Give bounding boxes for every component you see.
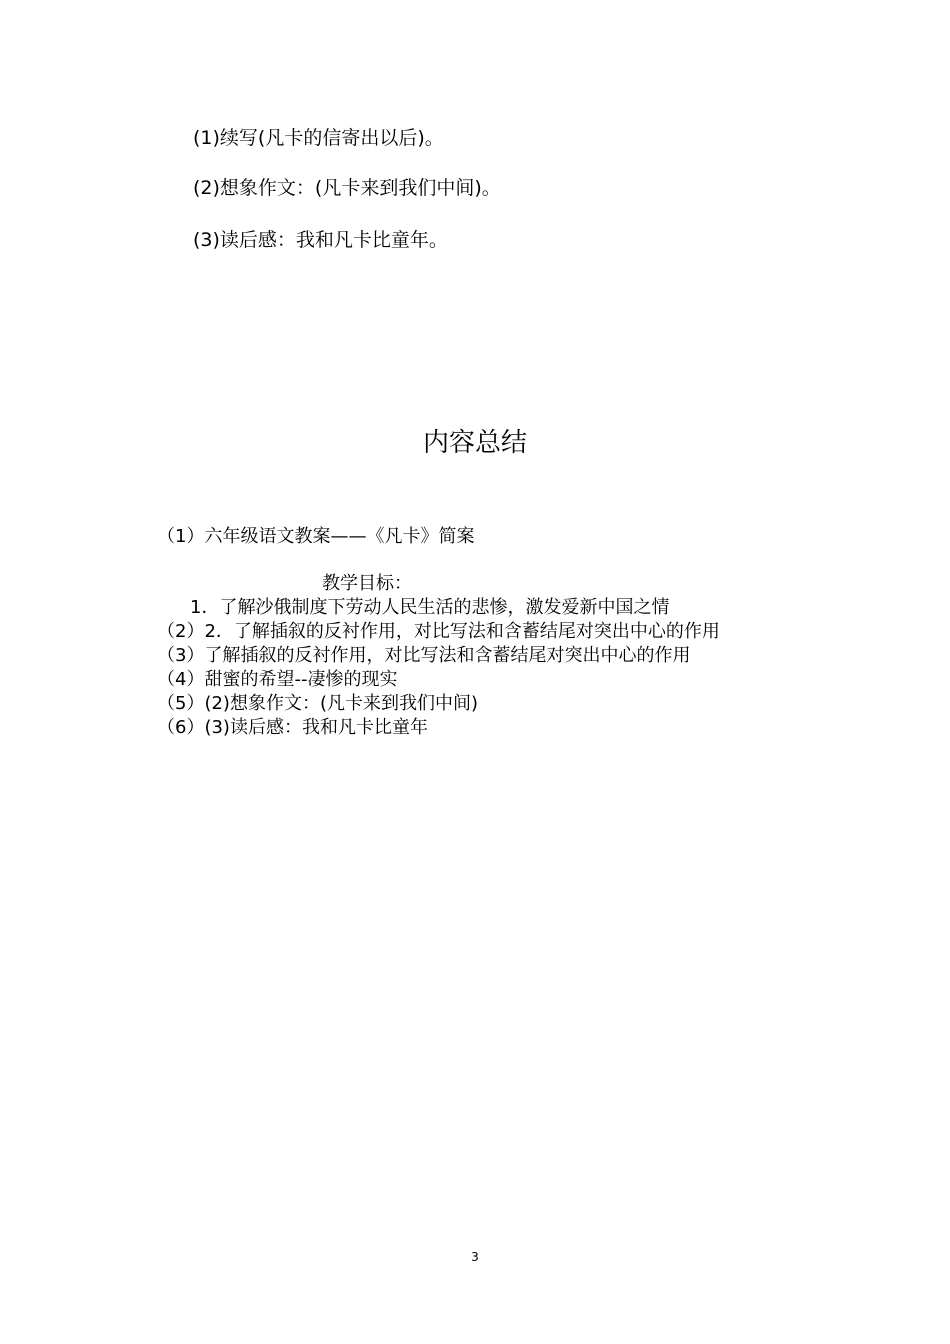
exercise-line-2: (2)想象作文：(凡卡来到我们中间)。: [193, 177, 501, 199]
summary-item-6: （6）(3)读后感：我和凡卡比童年: [157, 717, 428, 738]
summary-item-5: （5）(2)想象作文：(凡卡来到我们中间): [157, 693, 478, 714]
summary-item-1: （1）六年级语文教案——《凡卡》简案: [157, 526, 475, 547]
exercise-line-1: (1)续写(凡卡的信寄出以后)。: [193, 127, 444, 149]
summary-item-3: （3）了解插叙的反衬作用，对比写法和含蓄结尾对突出中心的作用: [157, 645, 691, 666]
summary-title: 内容总结: [422, 428, 527, 458]
summary-item-4: （4）甜蜜的希望--凄惨的现实: [157, 669, 398, 690]
summary-item-2: （2）2．了解插叙的反衬作用，对比写法和含蓄结尾对突出中心的作用: [157, 621, 720, 642]
exercise-line-3: (3)读后感：我和凡卡比童年。: [193, 229, 448, 251]
page-number: 3: [471, 1250, 479, 1264]
teaching-goal-heading: 教学目标：: [322, 573, 412, 594]
teaching-goal-1: 1．了解沙俄制度下劳动人民生活的悲惨，激发爱新中国之情: [190, 597, 670, 618]
